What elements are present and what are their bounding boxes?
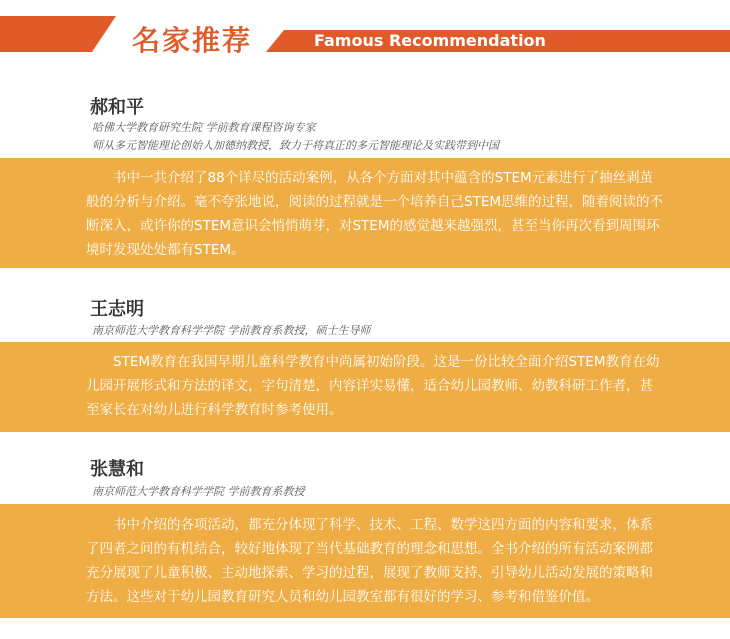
recommendation-quote-1	[0, 158, 730, 268]
recommender-name-2: 王志明	[90, 299, 144, 320]
recommendation-quote-2	[0, 342, 730, 432]
page-title: 名家推荐	[132, 24, 253, 57]
recommender-name-1: 郝和平	[90, 97, 144, 118]
quote-text-2: STEM教育在我国早期儿童科学教育中尚属初始阶段。这是一份比较全面介绍STEM教育在幼儿园开展形式和方法的译文，字句清楚，内容详实易懂，适合幼儿园教师、幼教科研工作者，甚至家长在对幼儿进行科学教育时参考使用。	[86, 354, 660, 418]
quote-text-3: 书中介绍的各项活动，都充分体现了科学、技术、工程、数学这四方面的内容和要求，体系了四者之间的有机结合，较好地体现了当代基础教育的理念和思想。全书介绍的所有活动案例都充分展现了儿童积极、主动地探索、学习的过程，展现了教师支持、引导幼儿活动发展的策略和方法。这些对于幼儿园教育研究人员和幼儿园教室都有很好的学习、参考和借鉴价值。	[86, 517, 653, 605]
recommender-desc-2: 南京师范大学教育科学学院 学前教育系教授，硕士生导师	[92, 324, 371, 337]
header-left-stripe	[0, 16, 116, 52]
recommendation-quote-3	[0, 504, 730, 618]
section-header	[0, 0, 730, 64]
recommender-desc-3: 南京师范大学教育科学学院 学前教育系教授	[92, 485, 305, 498]
recommender-name-3: 张慧和	[90, 459, 144, 480]
recommender-desc-1-line-1: 哈佛大学教育研究生院 学前教育课程咨询专家	[92, 121, 316, 134]
quote-text-1: 书中一共介绍了88个详尽的活动案例，从各个方面对其中蕴含的STEM元素进行了抽丝剥茧般的分析与介绍。毫不夸张地说，阅读的过程就是一个培养自己STEM思维的过程，随着阅读的不断深入，或许你的STEM意识会悄悄萌芽，对STEM的感觉越来越强烈，甚至当你再次看到周围环境时发现处处都有STEM。	[86, 170, 663, 258]
page-subtitle: Famous Recommendation	[314, 31, 546, 50]
recommender-desc-1-line-2: 师从多元智能理论创始人加德纳教授，致力于将真正的多元智能理论及实践带到中国	[92, 139, 499, 152]
